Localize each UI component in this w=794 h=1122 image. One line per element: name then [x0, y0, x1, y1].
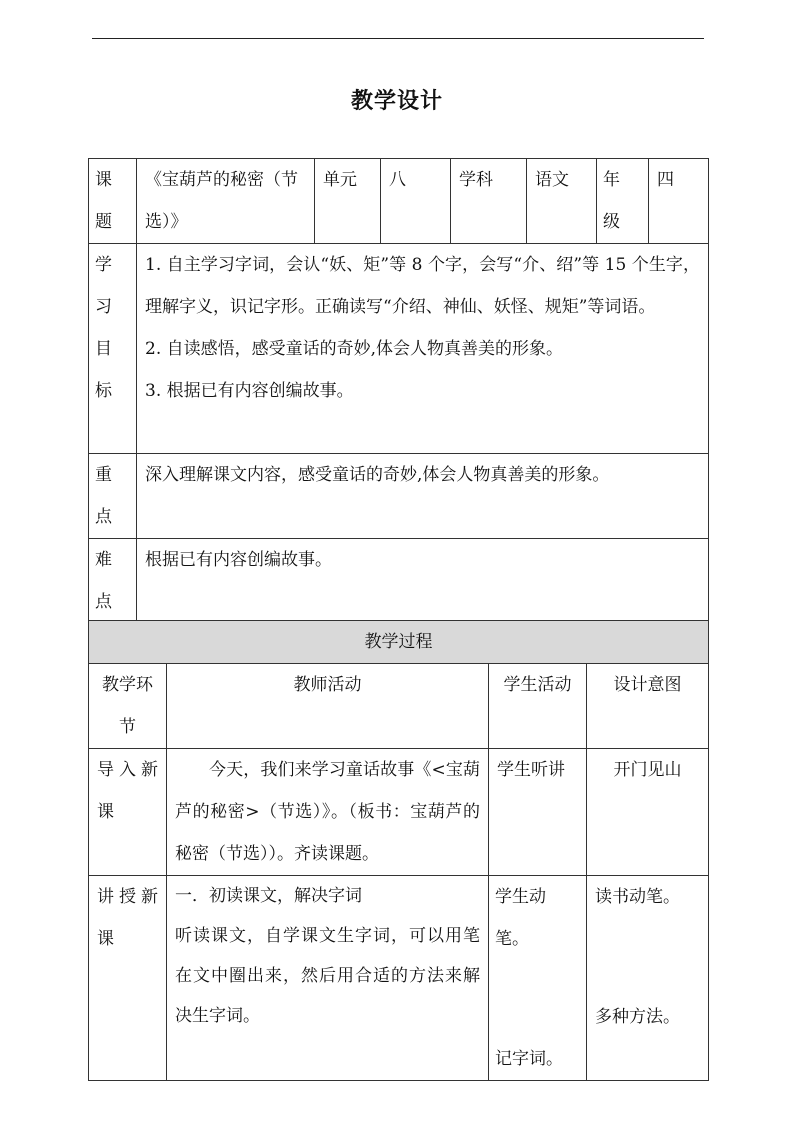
intent-cell: 开门见山	[587, 749, 709, 876]
header-rule	[92, 38, 704, 39]
course-value: 《宝葫芦的秘密（节选）》	[137, 159, 315, 244]
unit-value: 八	[381, 159, 451, 244]
goals-content	[137, 244, 709, 454]
intent-cell	[587, 876, 709, 1081]
column-student: 学生活动	[489, 664, 587, 749]
student-cell	[489, 876, 587, 1081]
column-stage: 教学环节	[89, 664, 167, 749]
table-row	[89, 876, 709, 1081]
goal-item: 2. 自读感悟，感受童话的奇妙,体会人物真善美的形象。	[145, 339, 564, 359]
process-header: 教学过程	[89, 621, 709, 664]
course-label: 课 题	[89, 159, 137, 244]
student-bottom: 记字词。	[495, 1049, 563, 1069]
teacher-cell: 今天，我们来学习童话故事《<宝葫芦的秘密>（节选）》。（板书：宝葫芦的秘密（节选））。齐读课题。	[167, 749, 489, 876]
subject-label: 学科	[451, 159, 527, 244]
table-row	[89, 749, 709, 876]
lesson-info-table	[88, 158, 709, 624]
teacher-text: 听读课文，自学课文生字词，可以用笔在文中圈出来，然后用合适的方法来解决生字词。	[175, 926, 480, 1026]
course-row	[89, 159, 709, 244]
column-header-row	[89, 664, 709, 749]
teacher-cell	[167, 876, 489, 1081]
stage-cell: 讲授新课	[89, 876, 167, 1081]
difficulty-value: 根据已有内容创编故事。	[137, 539, 709, 624]
column-teacher: 教师活动	[167, 664, 489, 749]
difficulty-row	[89, 539, 709, 624]
subject-value: 语文	[527, 159, 597, 244]
key-point-row	[89, 454, 709, 539]
grade-label: 年 级	[597, 159, 649, 244]
student-top: 学生动笔。	[495, 887, 546, 949]
goals-row	[89, 244, 709, 454]
stage-cell: 导入新课	[89, 749, 167, 876]
key-point-value: 深入理解课文内容，感受童话的奇妙,体会人物真善美的形象。	[137, 454, 709, 539]
intent-bottom: 多种方法。	[595, 1007, 680, 1027]
column-intent: 设计意图	[587, 664, 709, 749]
unit-label: 单元	[315, 159, 381, 244]
goals-label: 学 习 目 标	[89, 244, 137, 454]
teacher-heading: 一．初读课文，解决字词	[175, 886, 362, 906]
process-header-row	[89, 621, 709, 664]
grade-value: 四	[649, 159, 709, 244]
difficulty-label: 难 点	[89, 539, 137, 624]
intent-top: 读书动笔。	[595, 887, 680, 907]
goal-item: 1. 自主学习字词，会认“妖、矩”等 8 个字，会写“介、绍”等 15 个生字，理解字义，识记字形。正确读写“介绍、神仙、妖怪、规矩”等词语。	[145, 255, 700, 317]
document-title: 教学设计	[350, 89, 443, 114]
teaching-process-table	[88, 620, 709, 1081]
key-point-label: 重 点	[89, 454, 137, 539]
student-cell: 学生听讲	[489, 749, 587, 876]
goal-item: 3. 根据已有内容创编故事。	[145, 381, 354, 401]
